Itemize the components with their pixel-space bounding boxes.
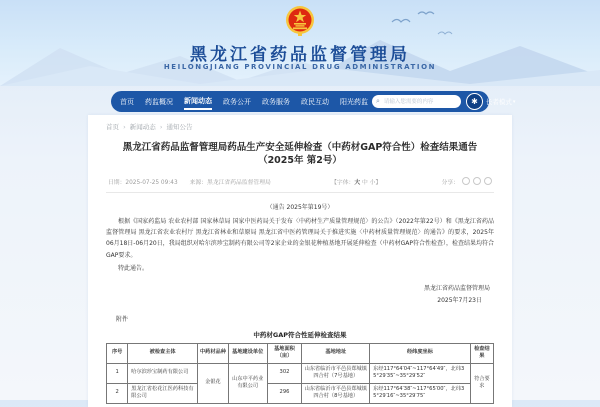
cell-no: 2 <box>107 383 128 403</box>
article-paragraph: 根据《国家药监局 农业农村部 国家林草局 国家中医药局关于发布〈中药材生产质量管理规范〉的公告》（2022年第22号）和《黑龙江省药品监督管理局 黑龙江省农业农村厅 黑龙江省林业和草原局 黑龙江省中医药管理局关于推进实施〈中药材质量管理规范〉的通告》的要求，2025年06月18日-06月20日，我局组织对哈尔滨珍宝制药有限公司等2家企业的金银花种植基地开展延伸检查（中药材GAP符合性检查），检查结果均符合GAP要求。 <box>106 217 494 259</box>
main-navbar <box>111 91 516 112</box>
cell-entity: 黑龙江省松花江医药科技有限公司 <box>128 383 198 403</box>
search-icon: ⌕ <box>376 97 380 105</box>
table-row <box>107 363 494 383</box>
cell-address: 山东省临沂市平邑县郑城镇四合村（7号基地） <box>302 363 370 383</box>
table-title: 中药材GAP符合性延伸检查结果 <box>253 330 347 339</box>
share-controls <box>442 177 492 186</box>
meta-source: 来源：黑龙江省药品监督管理局 <box>189 179 271 186</box>
col-builder: 基地建设单位 <box>228 343 267 363</box>
cell-variety: 金银花 <box>197 363 228 403</box>
national-emblem <box>285 5 315 37</box>
font-size-medium[interactable]: 中 <box>361 179 368 186</box>
table-row <box>107 383 494 403</box>
article-closing: 特此通告。 <box>118 265 149 273</box>
birds-illustration <box>390 10 540 40</box>
breadcrumb <box>106 122 494 131</box>
cell-coords: 东经117°64′04″~117°64′49″，北纬35°29′35″~35°29′52″ <box>370 363 471 383</box>
breadcrumb-home[interactable]: 首页 <box>106 123 119 131</box>
table-header-row <box>107 343 494 363</box>
nav-item-home[interactable]: 首页 <box>120 97 134 106</box>
inspection-result-table <box>106 343 494 404</box>
meta-date: 日期：2025-07-25 09:43 <box>108 179 178 186</box>
font-size-suffix: 】 <box>375 179 382 186</box>
cell-entity: 哈尔滨珍宝制药有限公司 <box>128 363 198 383</box>
cell-area: 296 <box>267 383 302 403</box>
accessibility-icon[interactable]: ✱ <box>466 93 483 110</box>
site-header <box>0 0 600 86</box>
font-size-large[interactable]: 大 <box>354 179 361 186</box>
nav-item-overview[interactable]: 药监概况 <box>145 97 173 106</box>
attachment-label: 附件 <box>116 315 129 323</box>
breadcrumb-news[interactable]: 新闻动态 <box>129 123 156 131</box>
chevron-down-icon[interactable]: ▾ <box>512 98 516 105</box>
font-size-prefix: 【字体： <box>331 179 355 186</box>
col-address: 基地地址 <box>302 343 370 363</box>
cell-coords: 东经117°64′38″~117°65′00″，北纬35°29′16″~35°29′75″ <box>370 383 471 403</box>
breadcrumb-separator: › <box>159 123 163 131</box>
search-box[interactable] <box>372 95 461 108</box>
cell-builder: 山东中平药业有限公司 <box>228 363 267 403</box>
site-subtitle: HEILONGJIANG PROVINCIAL DRUG ADMINISTRATION <box>163 63 437 71</box>
col-entity: 被检查主体 <box>128 343 198 363</box>
cell-result: 符合要求 <box>470 363 493 403</box>
col-coords: 经纬度坐标 <box>370 343 471 363</box>
share-label: 分享： <box>441 179 459 186</box>
share-icon[interactable] <box>462 177 470 185</box>
nav-item-sunshine[interactable]: 阳光药监 <box>340 97 368 106</box>
breadcrumb-separator: › <box>123 123 126 131</box>
cell-no: 1 <box>107 363 128 383</box>
elder-mode-label[interactable]: 长者模式 <box>485 98 512 106</box>
font-size-control <box>331 177 381 186</box>
share-icon[interactable] <box>484 177 492 185</box>
col-variety: 中药材品种 <box>197 343 228 363</box>
article-meta <box>106 177 494 193</box>
signature: 黑龙江省药品监督管理局 <box>423 284 490 292</box>
cell-area: 302 <box>267 363 302 383</box>
share-icon[interactable] <box>473 177 481 185</box>
content-card <box>88 115 512 407</box>
nav-item-gov-service[interactable]: 政务服务 <box>262 97 290 106</box>
cell-address: 山东省临沂市平邑县郑城镇四合村（8号基地） <box>302 383 370 403</box>
search-input[interactable] <box>382 98 457 106</box>
nav-item-news[interactable]: 新闻动态 <box>184 94 212 110</box>
article-title: 黑龙江省药品监督管理局药品生产安全延伸检查（中药材GAP符合性）检查结果通告（2025年 第2号） <box>122 142 478 166</box>
nav-item-interaction[interactable]: 政民互动 <box>301 97 329 106</box>
col-no: 序号 <box>107 343 128 363</box>
signature-date: 2025年7月23日 <box>437 296 482 304</box>
col-result: 检查结果 <box>470 343 493 363</box>
nav-item-gov-open[interactable]: 政务公开 <box>223 97 251 106</box>
doc-number: （通告 2025年第19号） <box>266 203 334 211</box>
font-size-small[interactable]: 小 <box>369 179 376 186</box>
col-area: 基地面积（亩） <box>267 343 302 363</box>
breadcrumb-notice[interactable]: 通知公告 <box>166 123 193 131</box>
site-title: 黑龙江省药品监督管理局 <box>190 45 410 65</box>
